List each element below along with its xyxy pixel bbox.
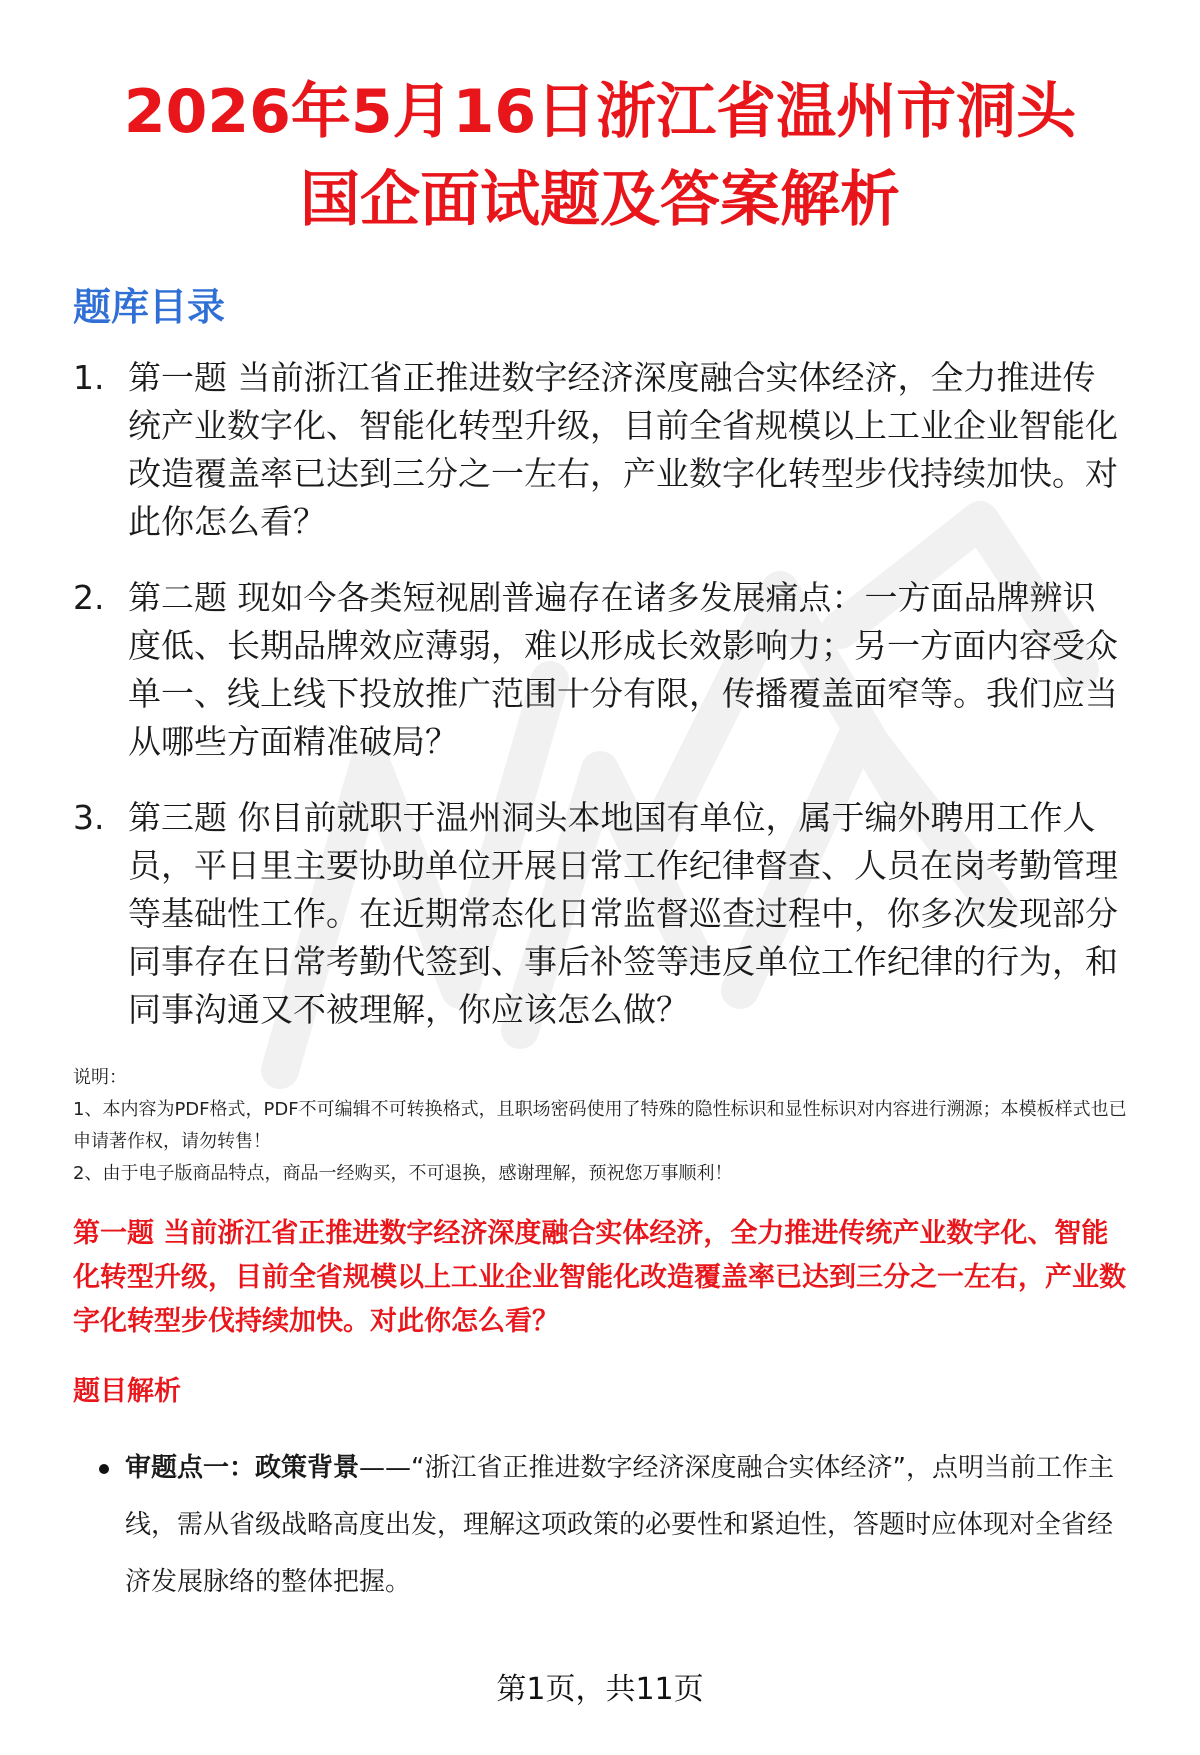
notes-label: 说明： <box>73 1067 127 1088</box>
toc-item-2[interactable] <box>73 574 1127 766</box>
analysis-bullet-list <box>73 1440 1127 1611</box>
bullet-body <box>125 1440 1127 1611</box>
toc-item-number: 3. <box>73 798 105 837</box>
bullet-dot-icon <box>73 1440 125 1611</box>
toc-heading: 题库目录 <box>73 285 226 329</box>
analysis-bullet-item <box>73 1440 1127 1611</box>
notes-section <box>73 1062 1127 1190</box>
analysis-heading: 题目解析 <box>73 1376 181 1407</box>
document-title <box>73 0 1127 244</box>
toc-list <box>73 354 1127 1034</box>
bullet-label: 审题点一：政策背景 <box>125 1453 360 1483</box>
document-title-line1: 2026年5月16日浙江省温州市洞头 <box>123 77 1077 147</box>
toc-item-1[interactable] <box>73 354 1127 546</box>
question-1-heading: 第一题 当前浙江省正推进数字经济深度融合实体经济，全力推进传统产业数字化、智能化转型升级，目前全省规模以上工业企业智能化改造覆盖率已达到三分之一左右，产业数字化转型步伐持续加快。对此你怎么看？ <box>73 1218 1126 1337</box>
page-footer: 第1页，共11页 <box>496 1672 704 1707</box>
toc-item-text: 第三题 你目前就职于温州洞头本地国有单位，属于编外聘用工作人员，平日里主要协助单位开展日常工作纪律督查、人员在岗考勤管理等基础性工作。在近期常态化日常监督巡查过程中，你多次发现部分同事存在日常考勤代签到、事后补签等违反单位工作纪律的行为，和同事沟通又不被理解，你应该怎么做？ <box>128 798 1118 1029</box>
toc-item-number: 2. <box>73 578 105 617</box>
bullet-text: ——“浙江省正推进数字经济深度融合实体经济”，点明当前工作主线，需从省级战略高度出发，理解这项政策的必要性和紧迫性，答题时应体现对全省经济发展脉络的整体把握。 <box>125 1453 1114 1597</box>
toc-item-number: 1. <box>73 358 105 397</box>
toc-item-3[interactable] <box>73 794 1127 1034</box>
document-title-line2: 国企面试题及答案解析 <box>300 165 900 235</box>
toc-item-text: 第一题 当前浙江省正推进数字经济深度融合实体经济，全力推进传统产业数字化、智能化转型升级，目前全省规模以上工业企业智能化改造覆盖率已达到三分之一左右，产业数字化转型步伐持续加快。对此你怎么看？ <box>128 358 1118 541</box>
toc-item-text: 第二题 现如今各类短视剧普遍存在诸多发展痛点：一方面品牌辨识度低、长期品牌效应薄弱，难以形成长效影响力；另一方面内容受众单一、线上线下投放推广范围十分有限，传播覆盖面窄等。我们应当从哪些方面精准破局？ <box>128 578 1118 761</box>
notes-line-1: 1、本内容为PDF格式，PDF不可编辑不可转换格式，且职场密码使用了特殊的隐性标识和显性标识对内容进行溯源；本模板样式也已申请著作权，请勿转售！ <box>73 1099 1127 1152</box>
notes-line-2: 2、由于电子版商品特点，商品一经购买，不可退换，感谢理解，预祝您万事顺利！ <box>73 1163 733 1184</box>
